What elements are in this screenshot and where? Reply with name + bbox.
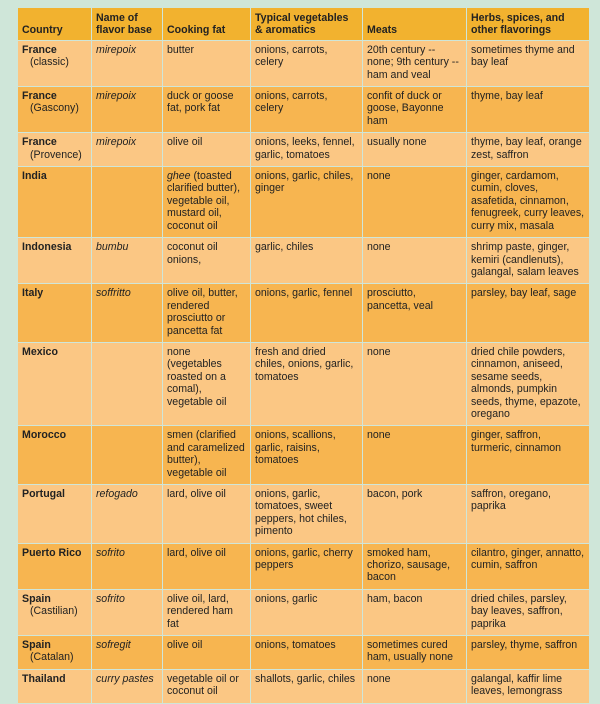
flavor-base-cell: sofrito — [92, 544, 163, 590]
country-cell — [18, 636, 92, 670]
country-name: Morocco — [22, 429, 67, 442]
table-row — [18, 636, 590, 670]
header-country: Country — [18, 8, 92, 41]
cooking-fat-cell: coconut oil onions, — [163, 238, 251, 284]
cooking-fat-cell: smen (clarified and caramelized butter), vegetable oil — [163, 426, 251, 485]
cooking-fat-cell: olive oil — [163, 636, 251, 670]
cooking-fat-cell: lard, olive oil — [163, 544, 251, 590]
table-row — [18, 284, 590, 343]
flavor-base-cell: soffritto — [92, 284, 163, 343]
meats-cell: usually none — [363, 133, 467, 167]
vegetables-cell: onions, scallions, garlic, raisins, tomatoes — [251, 426, 363, 485]
country-name: India — [22, 170, 47, 183]
vegetables-cell: garlic, chiles — [251, 238, 363, 284]
flavor-base-cell: refogado — [92, 485, 163, 544]
meats-cell: none — [363, 426, 467, 485]
country-cell — [18, 343, 92, 426]
flavor-base-cell — [92, 343, 163, 426]
country-cell — [18, 133, 92, 167]
country-region: (Castilian) — [30, 605, 78, 618]
flavor-base-cell: bumbu — [92, 238, 163, 284]
vegetables-cell: onions, garlic, cherry peppers — [251, 544, 363, 590]
country-name: Mexico — [22, 345, 58, 358]
country-cell — [18, 87, 92, 133]
flavor-base-cell: mirepoix — [92, 87, 163, 133]
meats-cell: 20th century -- none; 9th century -- ham and veal — [363, 41, 467, 87]
table-row — [18, 485, 590, 544]
country-name: Spain — [22, 639, 51, 652]
country-cell — [18, 544, 92, 590]
meats-cell: none — [363, 238, 467, 284]
country-name: France — [22, 136, 57, 149]
cooking-fat-cell: lard, olive oil — [163, 485, 251, 544]
herbs-cell: dried chile powders, cinnamon, aniseed, sesame seeds, almonds, pumpkin seeds, thyme, epazote, oregano — [467, 343, 590, 426]
flavor-base-cell: mirepoix — [92, 41, 163, 87]
country-cell — [18, 590, 92, 636]
header-cooking-fat: Cooking fat — [163, 8, 251, 41]
cooking-fat-cell: olive oil — [163, 133, 251, 167]
meats-cell: smoked ham, chorizo, sausage, bacon — [363, 544, 467, 590]
flavor-base-cell — [92, 167, 163, 238]
table-row — [18, 590, 590, 636]
header-row — [18, 8, 590, 41]
flavor-base-cell: curry pastes — [92, 670, 163, 704]
table-row — [18, 544, 590, 590]
meats-cell: none — [363, 167, 467, 238]
herbs-cell: dried chiles, parsley, bay leaves, saffron, paprika — [467, 590, 590, 636]
cooking-fat-cell: olive oil, butter, rendered prosciutto or pancetta fat — [163, 284, 251, 343]
meats-cell: confit of duck or goose, Bayonne ham — [363, 87, 467, 133]
cooking-fat-cell: butter — [163, 41, 251, 87]
herbs-cell: ginger, saffron, turmeric, cinnamon — [467, 426, 590, 485]
country-cell — [18, 485, 92, 544]
table-row — [18, 87, 590, 133]
country-region: (classic) — [30, 56, 69, 69]
vegetables-cell: onions, garlic, fennel — [251, 284, 363, 343]
vegetables-cell: onions, carrots, celery — [251, 41, 363, 87]
country-name: Spain — [22, 592, 51, 605]
country-name: Thailand — [22, 672, 66, 685]
country-cell — [18, 670, 92, 704]
meats-cell: none — [363, 343, 467, 426]
country-region: (Provence) — [30, 148, 82, 161]
table-row — [18, 41, 590, 87]
header-flavor-base: Name of flavor base — [92, 8, 163, 41]
cooking-fat-cell: olive oil, lard, rendered ham fat — [163, 590, 251, 636]
table-row — [18, 167, 590, 238]
header-vegetables: Typical vegetables & aromatics — [251, 8, 363, 41]
vegetables-cell: onions, tomatoes — [251, 636, 363, 670]
cooking-fat-cell: none (vegetables roasted on a comal), vegetable oil — [163, 343, 251, 426]
herbs-cell: saffron, oregano, paprika — [467, 485, 590, 544]
country-name: Indonesia — [22, 241, 72, 254]
flavor-base-cell: sofregit — [92, 636, 163, 670]
herbs-cell: galangal, kaffir lime leaves, lemongrass — [467, 670, 590, 704]
table-row — [18, 426, 590, 485]
meats-cell: prosciutto, pancetta, veal — [363, 284, 467, 343]
vegetables-cell: onions, garlic — [251, 590, 363, 636]
country-region: (Gascony) — [30, 102, 79, 115]
herbs-cell: parsley, thyme, saffron — [467, 636, 590, 670]
herbs-cell: sometimes thyme and bay leaf — [467, 41, 590, 87]
vegetables-cell: onions, leeks, fennel, garlic, tomatoes — [251, 133, 363, 167]
country-name: Italy — [22, 287, 44, 300]
herbs-cell: thyme, bay leaf, orange zest, saffron — [467, 133, 590, 167]
herbs-cell: thyme, bay leaf — [467, 87, 590, 133]
country-cell — [18, 167, 92, 238]
herbs-cell: parsley, bay leaf, sage — [467, 284, 590, 343]
vegetables-cell: onions, carrots, celery — [251, 87, 363, 133]
country-cell — [18, 426, 92, 485]
vegetables-cell: shallots, garlic, chiles — [251, 670, 363, 704]
table-row — [18, 238, 590, 284]
flavor-base-cell: sofrito — [92, 590, 163, 636]
cooking-fat-cell: vegetable oil or coconut oil — [163, 670, 251, 704]
header-meats: Meats — [363, 8, 467, 41]
country-name: France — [22, 90, 57, 103]
meats-cell: sometimes cured ham, usually none — [363, 636, 467, 670]
vegetables-cell: onions, garlic, tomatoes, sweet peppers, hot chiles, pimento — [251, 485, 363, 544]
country-cell — [18, 41, 92, 87]
country-region: (Catalan) — [30, 651, 74, 664]
herbs-cell: ginger, cardamom, cumin, cloves, asafetida, cinnamon, fenugreek, curry leaves, curry mix, masala — [467, 167, 590, 238]
herbs-cell: cilantro, ginger, annatto, cumin, saffron — [467, 544, 590, 590]
table-row — [18, 343, 590, 426]
table-row — [18, 670, 590, 704]
country-name: Portugal — [22, 488, 65, 500]
country-cell — [18, 238, 92, 284]
header-herbs: Herbs, spices, and other flavorings — [467, 8, 590, 41]
country-name: Puerto Rico — [22, 546, 82, 559]
vegetables-cell: onions, garlic, chiles, ginger — [251, 167, 363, 238]
vegetables-cell: fresh and dried chiles, onions, garlic, tomatoes — [251, 343, 363, 426]
country-cell — [18, 284, 92, 343]
flavor-base-cell — [92, 426, 163, 485]
table-row — [18, 133, 590, 167]
meats-cell: ham, bacon — [363, 590, 467, 636]
cooking-fat-cell: duck or goose fat, pork fat — [163, 87, 251, 133]
meats-cell: none — [363, 670, 467, 704]
flavor-base-table — [18, 8, 590, 704]
herbs-cell: shrimp paste, ginger, kemiri (candlenuts), galangal, salam leaves — [467, 238, 590, 284]
meats-cell: bacon, pork — [363, 485, 467, 544]
country-name: France — [22, 43, 57, 56]
cooking-fat-cell: ghee (toasted clarified butter), vegetable oil, mustard oil, coconut oil — [163, 167, 251, 238]
flavor-base-cell: mirepoix — [92, 133, 163, 167]
